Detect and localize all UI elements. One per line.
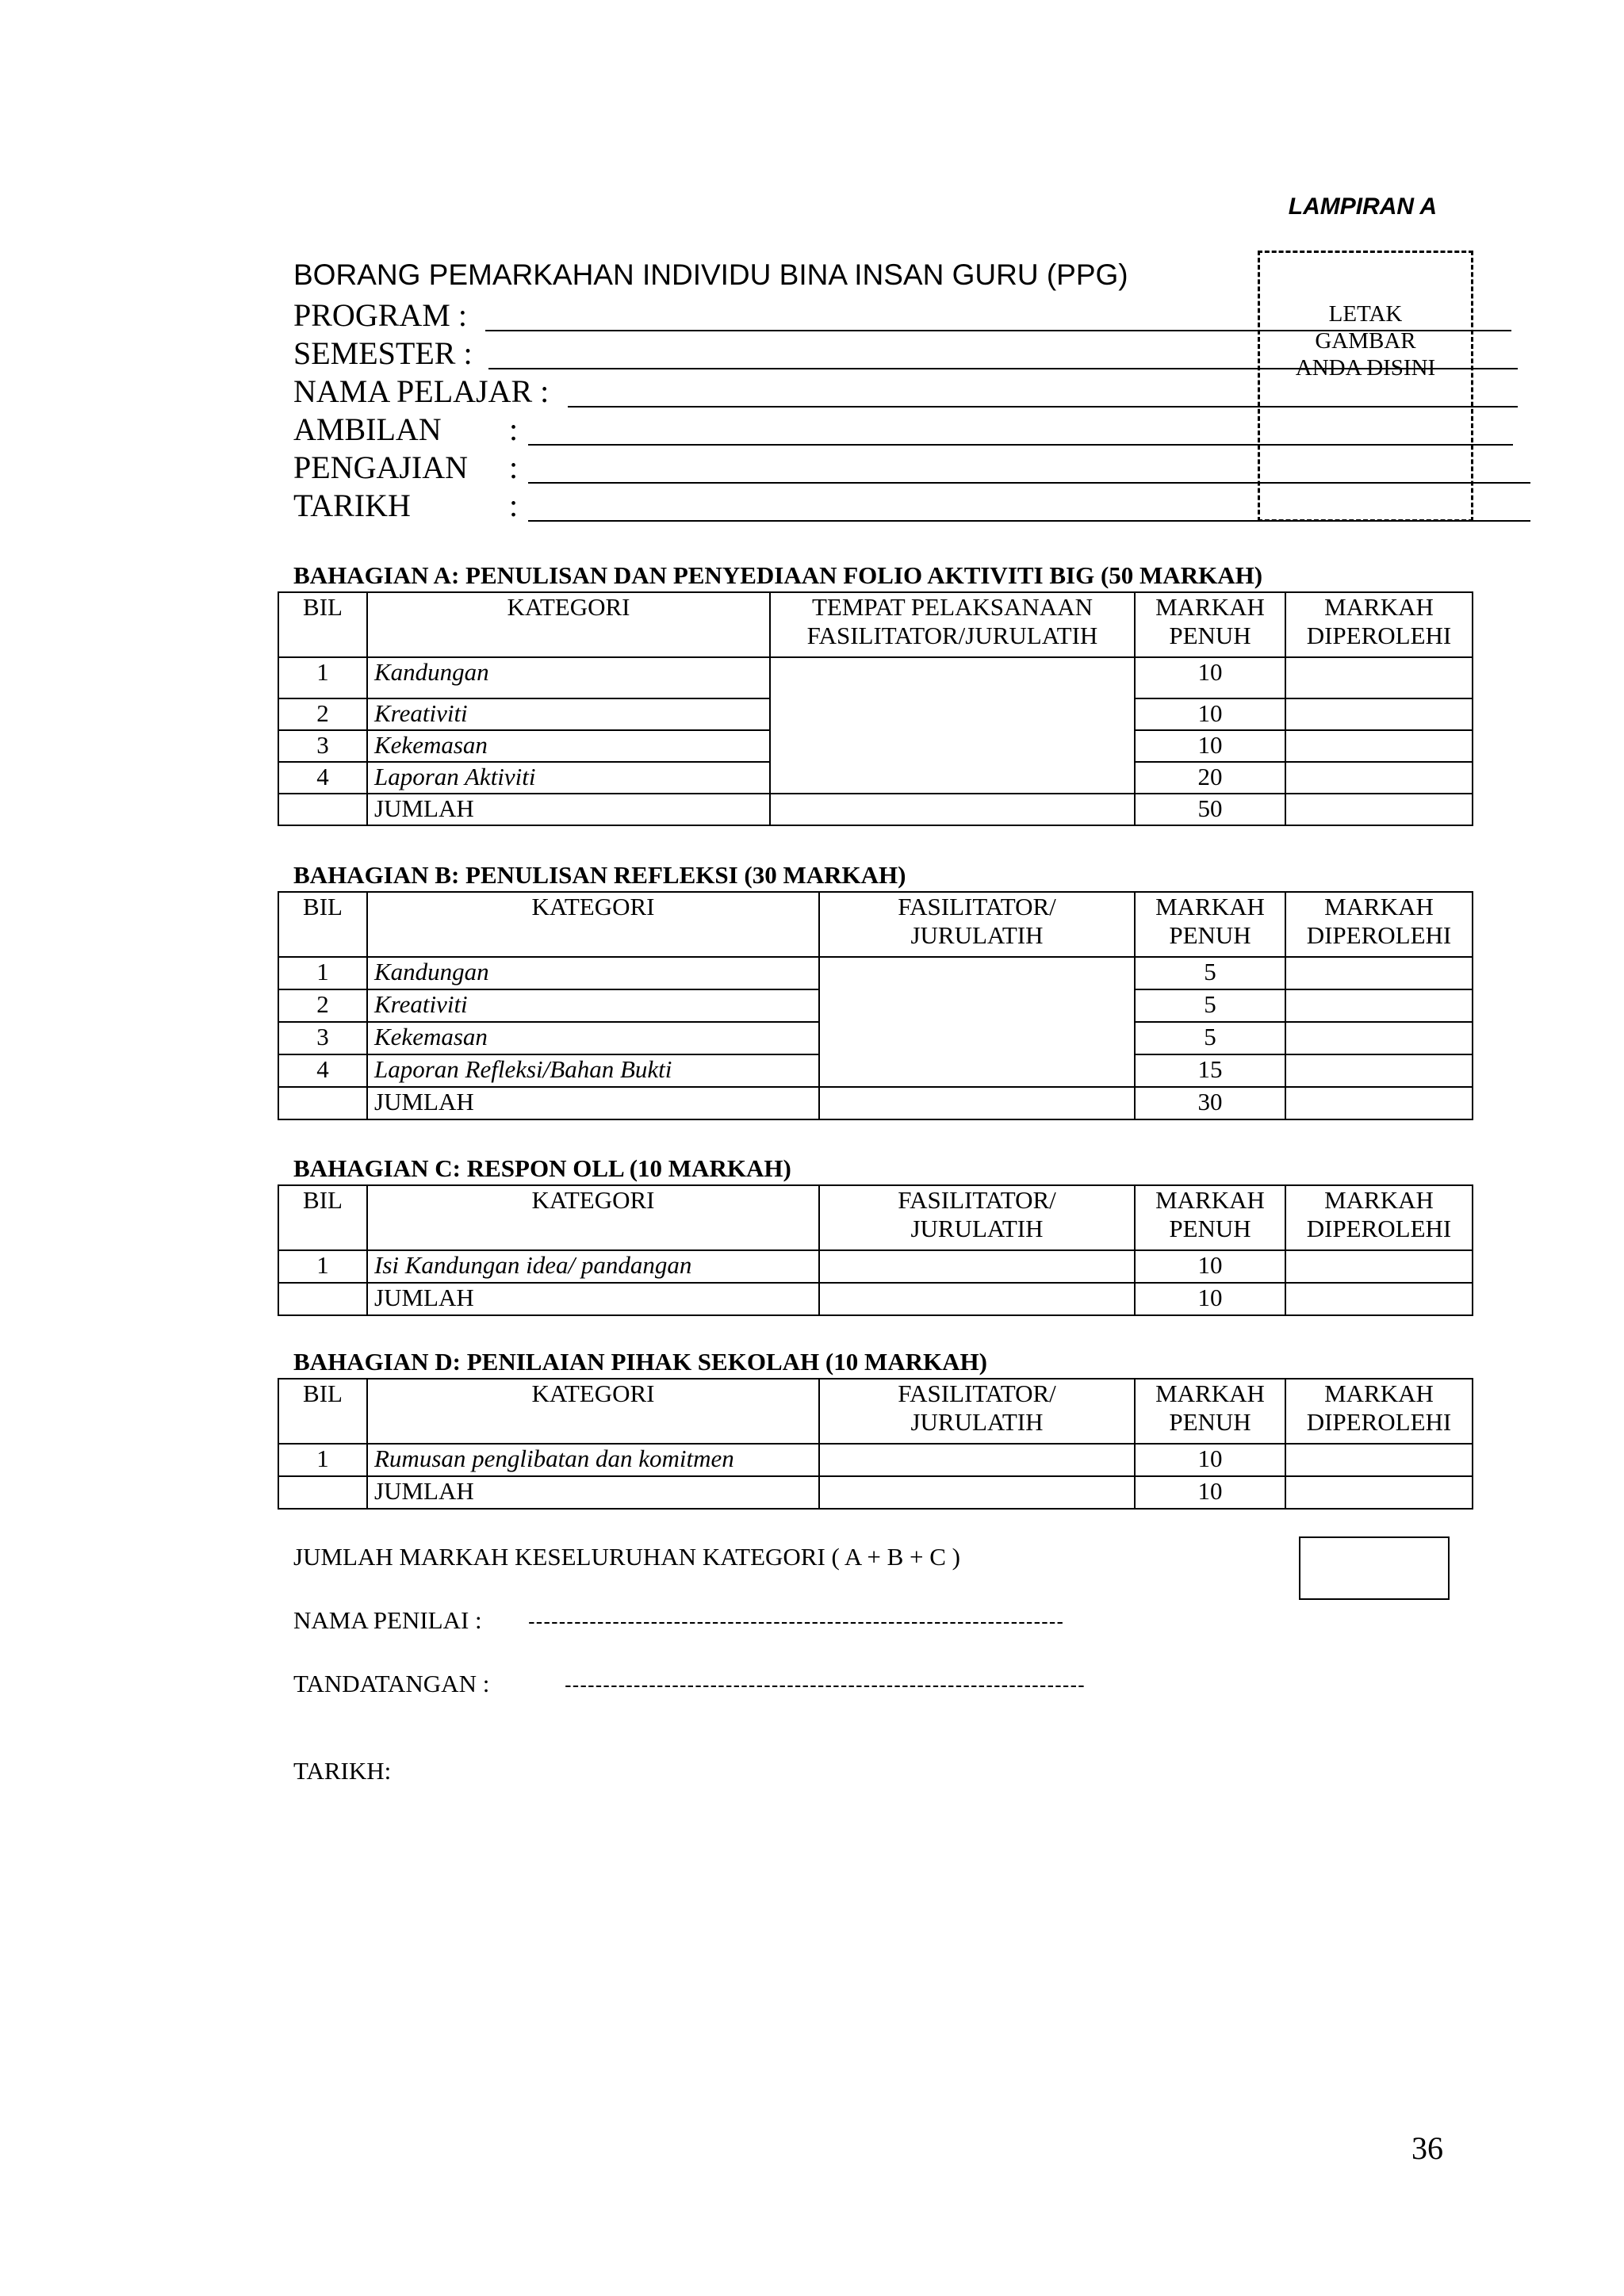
row-bil: 4 bbox=[278, 762, 367, 794]
row-diperolehi-input[interactable] bbox=[1285, 957, 1473, 989]
header-kategori: KATEGORI bbox=[367, 892, 819, 957]
header-kategori: KATEGORI bbox=[367, 1379, 819, 1444]
section-d-table bbox=[278, 1378, 1473, 1510]
table-row bbox=[278, 1250, 1473, 1283]
footer-tarikh-label: TARIKH: bbox=[293, 1757, 392, 1785]
total-diperolehi-input[interactable] bbox=[1285, 794, 1473, 825]
header-diperolehi-line2: DIPEROLEHI bbox=[1306, 1408, 1452, 1436]
header-penuh bbox=[1135, 892, 1285, 957]
header-bil: BIL bbox=[278, 892, 367, 957]
row-kategori: Kreativiti bbox=[367, 989, 819, 1022]
section-d-title: BAHAGIAN D: PENILAIAN PIHAK SEKOLAH (10 MARKAH) bbox=[293, 1348, 987, 1376]
total-bil-empty bbox=[278, 1283, 367, 1315]
ambilan-label: AMBILAN bbox=[293, 411, 442, 447]
nama-pelajar-label: NAMA PELAJAR : bbox=[293, 373, 550, 409]
total-row bbox=[278, 794, 1473, 825]
header-tempat-line2: FASILITATOR/JURULATIH bbox=[806, 622, 1098, 649]
header-diperolehi-line1: MARKAH bbox=[1324, 893, 1434, 920]
header-penuh-line1: MARKAH bbox=[1155, 593, 1265, 621]
header-tempat bbox=[770, 592, 1135, 657]
overall-total-box[interactable] bbox=[1299, 1536, 1450, 1600]
tarikh-colon: : bbox=[509, 488, 519, 523]
row-diperolehi-input[interactable] bbox=[1285, 1444, 1473, 1476]
header-bil: BIL bbox=[278, 1185, 367, 1250]
total-penuh: 10 bbox=[1135, 1283, 1285, 1315]
ambilan-field bbox=[293, 411, 1245, 447]
row-bil: 1 bbox=[278, 657, 367, 698]
total-diperolehi-input[interactable] bbox=[1285, 1087, 1473, 1119]
section-b-table bbox=[278, 891, 1473, 1120]
header-penuh bbox=[1135, 1185, 1285, 1250]
header-diperolehi-line2: DIPEROLEHI bbox=[1306, 622, 1452, 649]
row-penuh: 5 bbox=[1135, 989, 1285, 1022]
header-diperolehi-line1: MARKAH bbox=[1324, 1380, 1434, 1407]
header-diperolehi-line1: MARKAH bbox=[1324, 1186, 1434, 1214]
row-diperolehi-input[interactable] bbox=[1285, 1250, 1473, 1283]
photo-label-line3: ANDA DISINI bbox=[1295, 355, 1436, 381]
table-header-row bbox=[278, 892, 1473, 957]
total-row bbox=[278, 1476, 1473, 1509]
total-label: JUMLAH bbox=[367, 1476, 819, 1509]
table-header-row bbox=[278, 1185, 1473, 1250]
tempat-cell[interactable] bbox=[770, 657, 1135, 794]
header-penuh-line2: PENUH bbox=[1169, 1408, 1251, 1436]
header-penuh-line1: MARKAH bbox=[1155, 1186, 1265, 1214]
header-fasilitator-line1: FASILITATOR/ bbox=[898, 1380, 1056, 1407]
row-penuh: 10 bbox=[1135, 657, 1285, 698]
section-b-title: BAHAGIAN B: PENULISAN REFLEKSI (30 MARKAH) bbox=[293, 861, 906, 889]
photo-placeholder-box[interactable] bbox=[1258, 251, 1473, 522]
row-penuh: 10 bbox=[1135, 698, 1285, 730]
pengajian-field bbox=[293, 449, 1245, 485]
row-diperolehi-input[interactable] bbox=[1285, 698, 1473, 730]
header-kategori: KATEGORI bbox=[367, 1185, 819, 1250]
header-diperolehi bbox=[1285, 1379, 1473, 1444]
row-bil: 2 bbox=[278, 989, 367, 1022]
row-kategori: Isi Kandungan idea/ pandangan bbox=[367, 1250, 819, 1283]
tarikh-field bbox=[293, 487, 1245, 523]
row-kategori: Laporan Aktiviti bbox=[367, 762, 770, 794]
header-penuh-line1: MARKAH bbox=[1155, 893, 1265, 920]
total-label: JUMLAH bbox=[367, 794, 770, 825]
header-fasilitator bbox=[819, 1185, 1135, 1250]
section-c-table bbox=[278, 1184, 1473, 1316]
row-penuh: 10 bbox=[1135, 1444, 1285, 1476]
row-kategori: Kekemasan bbox=[367, 730, 770, 762]
total-penuh: 50 bbox=[1135, 794, 1285, 825]
row-bil: 2 bbox=[278, 698, 367, 730]
total-penuh: 30 bbox=[1135, 1087, 1285, 1119]
row-diperolehi-input[interactable] bbox=[1285, 730, 1473, 762]
row-penuh: 15 bbox=[1135, 1054, 1285, 1087]
pengajian-colon: : bbox=[509, 450, 519, 485]
fasilitator-cell[interactable] bbox=[819, 957, 1135, 1087]
row-kategori: Kandungan bbox=[367, 957, 819, 989]
row-diperolehi-input[interactable] bbox=[1285, 1054, 1473, 1087]
header-diperolehi bbox=[1285, 592, 1473, 657]
row-penuh: 5 bbox=[1135, 1022, 1285, 1054]
row-kategori: Laporan Refleksi/Bahan Bukti bbox=[367, 1054, 819, 1087]
row-bil: 4 bbox=[278, 1054, 367, 1087]
header-penuh-line2: PENUH bbox=[1169, 921, 1251, 949]
header-diperolehi-line2: DIPEROLEHI bbox=[1306, 1215, 1452, 1242]
row-diperolehi-input[interactable] bbox=[1285, 762, 1473, 794]
pengajian-label: PENGAJIAN bbox=[293, 450, 468, 485]
row-bil: 1 bbox=[278, 1444, 367, 1476]
total-row bbox=[278, 1283, 1473, 1315]
total-fasilitator-empty bbox=[819, 1283, 1135, 1315]
table-row bbox=[278, 957, 1473, 989]
row-penuh: 5 bbox=[1135, 957, 1285, 989]
header-diperolehi bbox=[1285, 892, 1473, 957]
fasilitator-cell[interactable] bbox=[819, 1250, 1135, 1283]
appendix-label: LAMPIRAN A bbox=[1288, 193, 1437, 220]
total-bil-empty bbox=[278, 1476, 367, 1509]
row-bil: 1 bbox=[278, 1250, 367, 1283]
header-tempat-line1: TEMPAT PELAKSANAAN bbox=[812, 593, 1093, 621]
header-fasilitator-line2: JURULATIH bbox=[910, 921, 1044, 949]
form-title: BORANG PEMARKAHAN INDIVIDU BINA INSAN GURU (PPG) bbox=[293, 258, 1128, 291]
row-bil: 3 bbox=[278, 730, 367, 762]
total-row bbox=[278, 1087, 1473, 1119]
tandatangan-dashed-line[interactable]: -------------------------------------------------------------------- bbox=[565, 1673, 1086, 1697]
row-bil: 3 bbox=[278, 1022, 367, 1054]
total-bil-empty bbox=[278, 794, 367, 825]
photo-label-line2: GAMBAR bbox=[1315, 328, 1416, 354]
row-kategori: Kreativiti bbox=[367, 698, 770, 730]
row-diperolehi-input[interactable] bbox=[1285, 1022, 1473, 1054]
total-label: JUMLAH bbox=[367, 1087, 819, 1119]
row-kategori: Kandungan bbox=[367, 657, 770, 698]
header-diperolehi-line1: MARKAH bbox=[1324, 593, 1434, 621]
fasilitator-cell[interactable] bbox=[819, 1444, 1135, 1476]
program-label: PROGRAM : bbox=[293, 297, 467, 333]
row-diperolehi-input[interactable] bbox=[1285, 989, 1473, 1022]
header-fasilitator-line1: FASILITATOR/ bbox=[898, 893, 1056, 920]
photo-label-line1: LETAK bbox=[1328, 301, 1403, 327]
table-header-row bbox=[278, 592, 1473, 657]
header-bil: BIL bbox=[278, 1379, 367, 1444]
header-diperolehi bbox=[1285, 1185, 1473, 1250]
row-diperolehi-input[interactable] bbox=[1285, 657, 1473, 698]
header-bil: BIL bbox=[278, 592, 367, 657]
penilai-label: NAMA PENILAI : bbox=[293, 1606, 482, 1634]
header-fasilitator bbox=[819, 892, 1135, 957]
total-bil-empty bbox=[278, 1087, 367, 1119]
section-a-title: BAHAGIAN A: PENULISAN DAN PENYEDIAAN FOLIO AKTIVITI BIG (50 MARKAH) bbox=[293, 561, 1263, 589]
total-penuh: 10 bbox=[1135, 1476, 1285, 1509]
total-diperolehi-input[interactable] bbox=[1285, 1476, 1473, 1509]
row-kategori: Rumusan penglibatan dan komitmen bbox=[367, 1444, 819, 1476]
total-label: JUMLAH bbox=[367, 1283, 819, 1315]
row-penuh: 20 bbox=[1135, 762, 1285, 794]
section-c-title: BAHAGIAN C: RESPON OLL (10 MARKAH) bbox=[293, 1154, 791, 1182]
header-penuh-line1: MARKAH bbox=[1155, 1380, 1265, 1407]
total-diperolehi-input[interactable] bbox=[1285, 1283, 1473, 1315]
header-fasilitator-line2: JURULATIH bbox=[910, 1408, 1044, 1436]
total-fasilitator-empty bbox=[819, 1087, 1135, 1119]
page-number: 36 bbox=[1411, 2130, 1443, 2166]
table-row bbox=[278, 1444, 1473, 1476]
header-fasilitator-line2: JURULATIH bbox=[910, 1215, 1044, 1242]
header-kategori: KATEGORI bbox=[367, 592, 770, 657]
header-fasilitator bbox=[819, 1379, 1135, 1444]
section-a-table bbox=[278, 591, 1473, 826]
tarikh-label: TARIKH bbox=[293, 488, 411, 523]
overall-total-label: JUMLAH MARKAH KESELURUHAN KATEGORI ( A + B + C ) bbox=[293, 1543, 960, 1571]
total-tempat-empty bbox=[770, 794, 1135, 825]
row-bil: 1 bbox=[278, 957, 367, 989]
nama-pelajar-field bbox=[293, 373, 1245, 409]
row-penuh: 10 bbox=[1135, 730, 1285, 762]
program-field bbox=[293, 297, 1245, 333]
table-row bbox=[278, 657, 1473, 698]
tandatangan-label: TANDATANGAN : bbox=[293, 1670, 490, 1697]
total-fasilitator-empty bbox=[819, 1476, 1135, 1509]
semester-field bbox=[293, 335, 1245, 371]
header-fasilitator-line1: FASILITATOR/ bbox=[898, 1186, 1056, 1214]
header-penuh-line2: PENUH bbox=[1169, 1215, 1251, 1242]
row-penuh: 10 bbox=[1135, 1250, 1285, 1283]
row-kategori: Kekemasan bbox=[367, 1022, 819, 1054]
ambilan-colon: : bbox=[509, 411, 519, 447]
header-penuh-line2: PENUH bbox=[1169, 622, 1251, 649]
header-penuh bbox=[1135, 1379, 1285, 1444]
header-diperolehi-line2: DIPEROLEHI bbox=[1306, 921, 1452, 949]
header-penuh bbox=[1135, 592, 1285, 657]
penilai-dashed-line[interactable]: ---------------------------------------------------------------------- bbox=[528, 1609, 1065, 1633]
table-header-row bbox=[278, 1379, 1473, 1444]
semester-label: SEMESTER : bbox=[293, 335, 473, 371]
